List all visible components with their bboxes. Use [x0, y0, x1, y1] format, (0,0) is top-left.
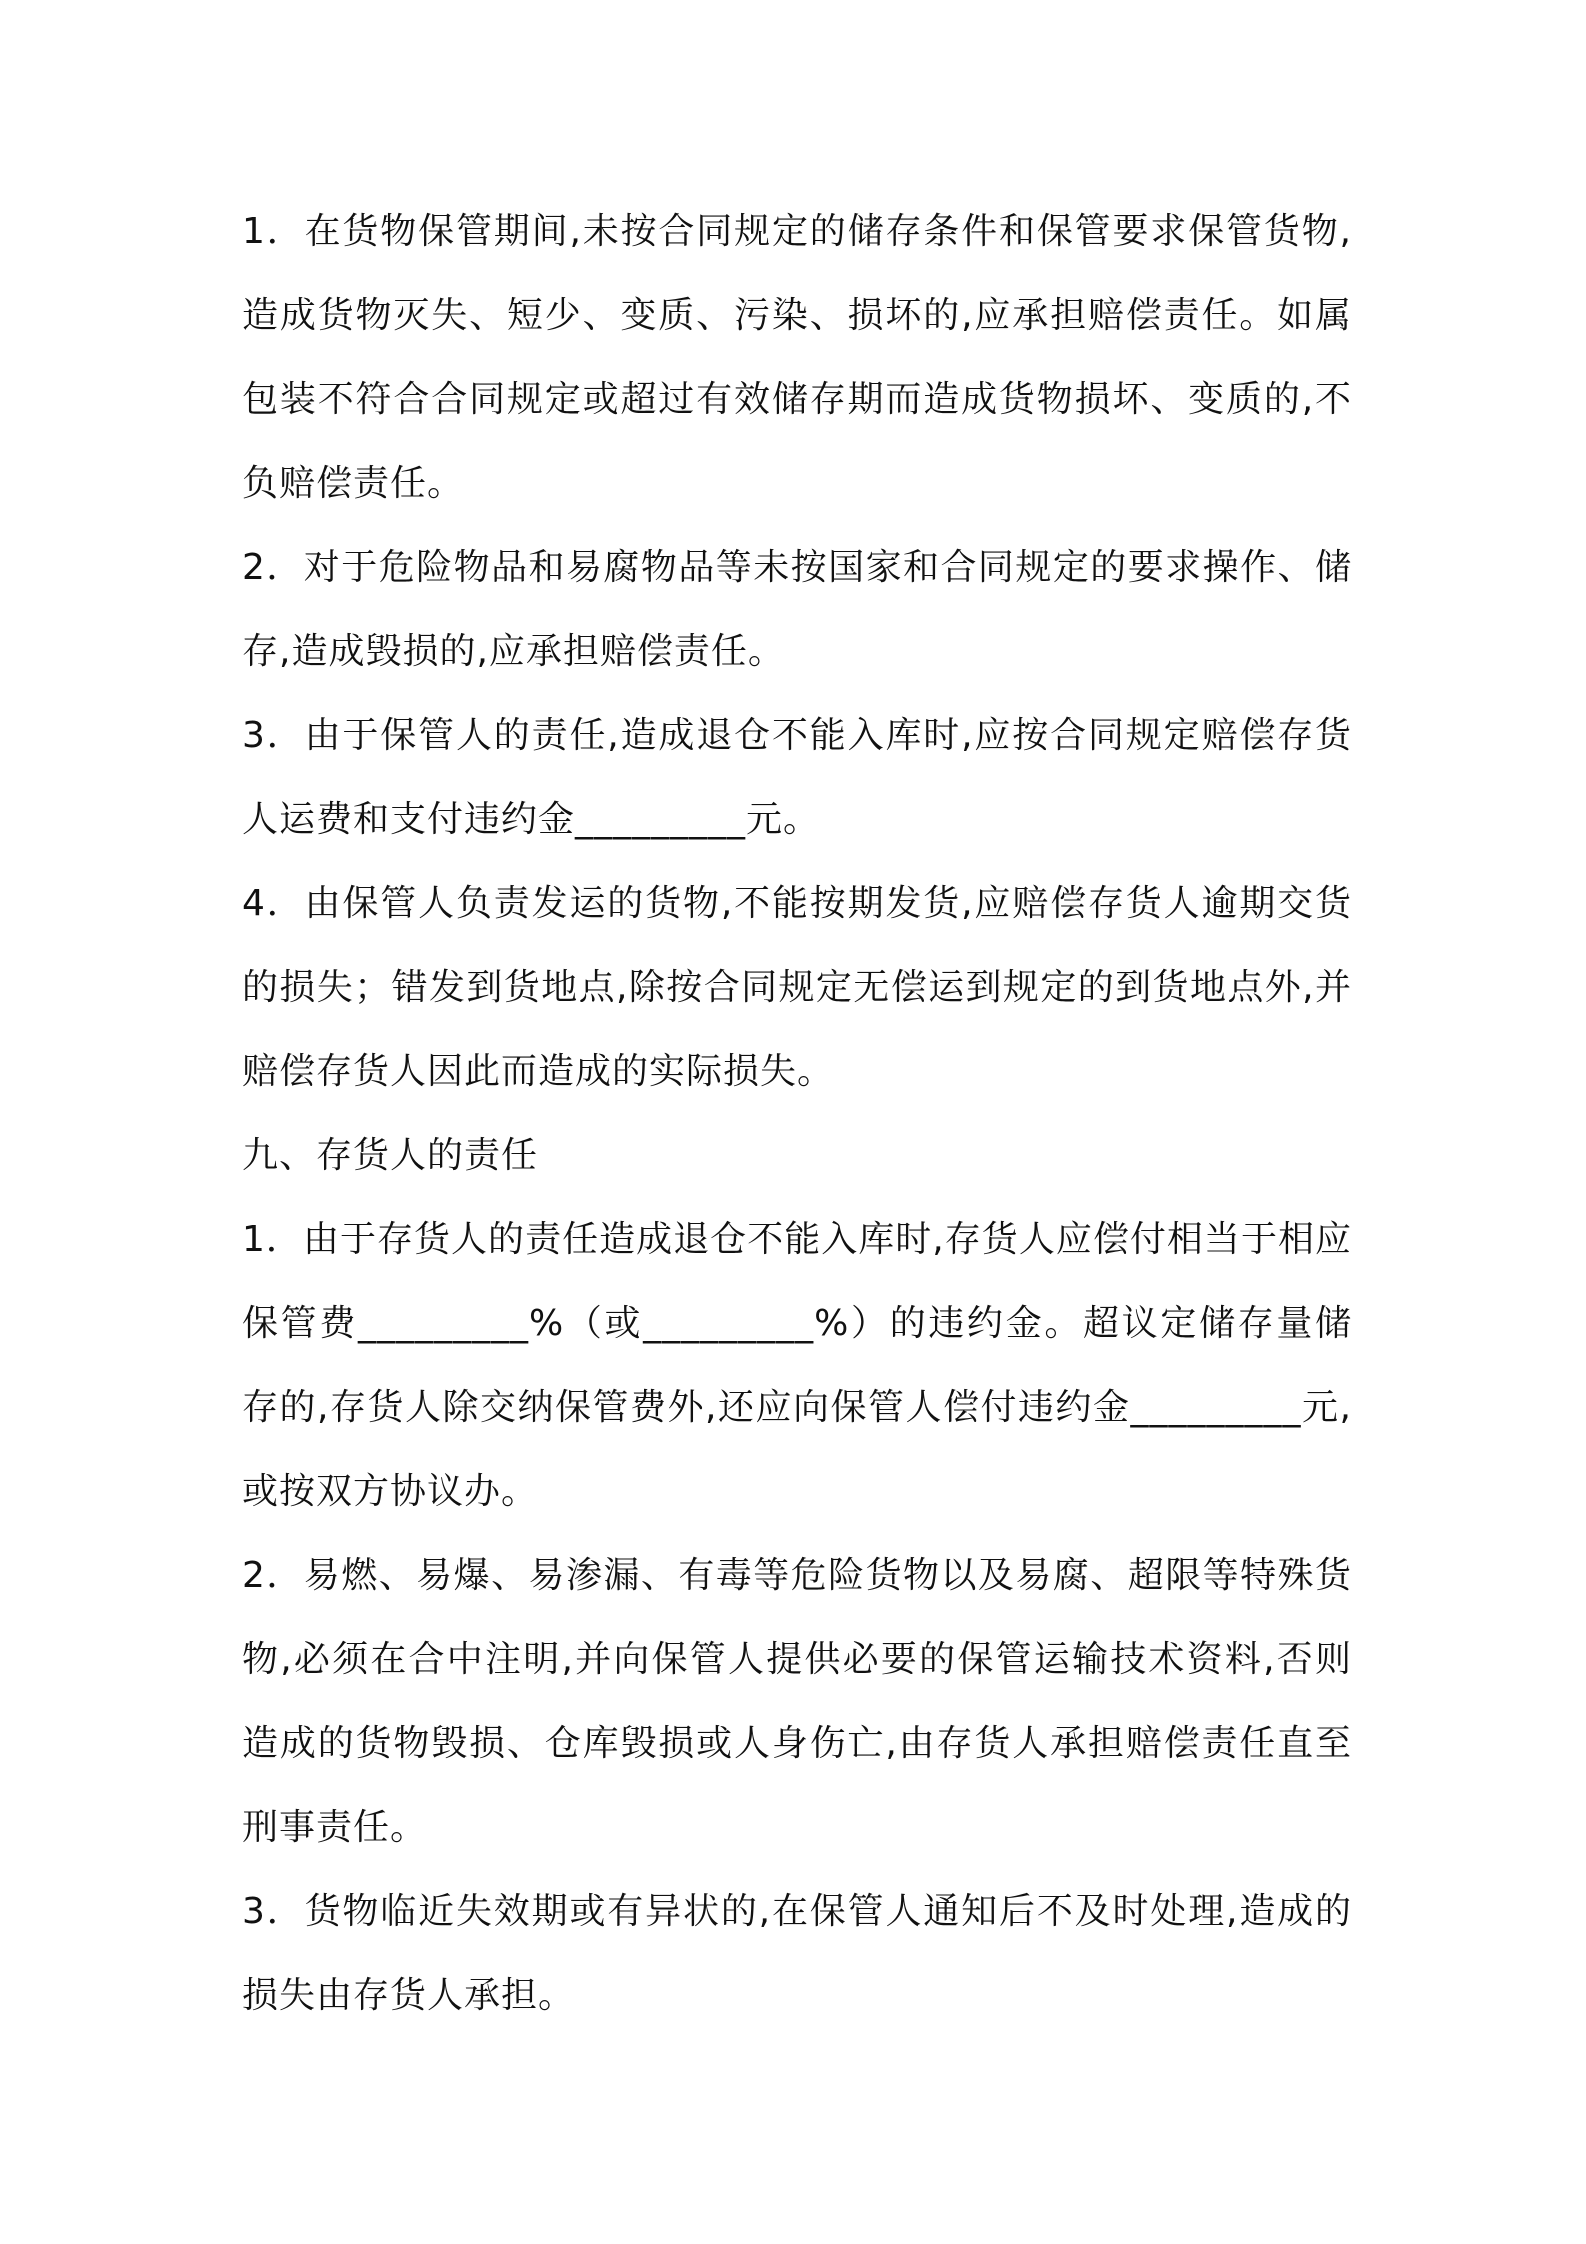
clause-paragraph: 4．由保管人负责发运的货物,不能按期发货,应赔偿存货人逾期交货的损失；错发到货地点,除按合同规定无偿运到规定的到货地点外,并赔偿存货人因此而造成的实际损失。 [242, 883, 1352, 1092]
clause-paragraph: 3．由于保管人的责任,造成退仓不能入库时,应按合同规定赔偿存货人运费和支付违约金_________元。 [242, 715, 1352, 840]
clause-paragraph: 3．货物临近失效期或有异状的,在保管人通知后不及时处理,造成的损失由存货人承担。 [242, 1891, 1352, 2016]
clause-paragraph: 2．易燃、易爆、易渗漏、有毒等危险货物以及易腐、超限等特殊货物,必须在合中注明,并向保管人提供必要的保管运输技术资料,否则造成的货物毁损、仓库毁损或人身伤亡,由存货人承担赔偿责任直至刑事责任。 [242, 1555, 1352, 1848]
clause-paragraph: 1．由于存货人的责任造成退仓不能入库时,存货人应偿付相当于相应保管费_________%（或_________%）的违约金。超议定储存量储存的,存货人除交纳保管费外,还应向保管人偿付违约金_________元,或按双方协议办。 [242, 1219, 1352, 1512]
clause-paragraph: 1．在货物保管期间,未按合同规定的储存条件和保管要求保管货物,造成货物灭失、短少、变质、污染、损坏的,应承担赔偿责任。如属包装不符合合同规定或超过有效储存期而造成货物损坏、变质的,不负赔偿责任。 [242, 211, 1352, 504]
clause-paragraph: 2．对于危险物品和易腐物品等未按国家和合同规定的要求操作、储存,造成毁损的,应承担赔偿责任。 [242, 547, 1352, 672]
document-body [242, 190, 1352, 2038]
section-heading: 九、存货人的责任 [242, 1135, 539, 1176]
